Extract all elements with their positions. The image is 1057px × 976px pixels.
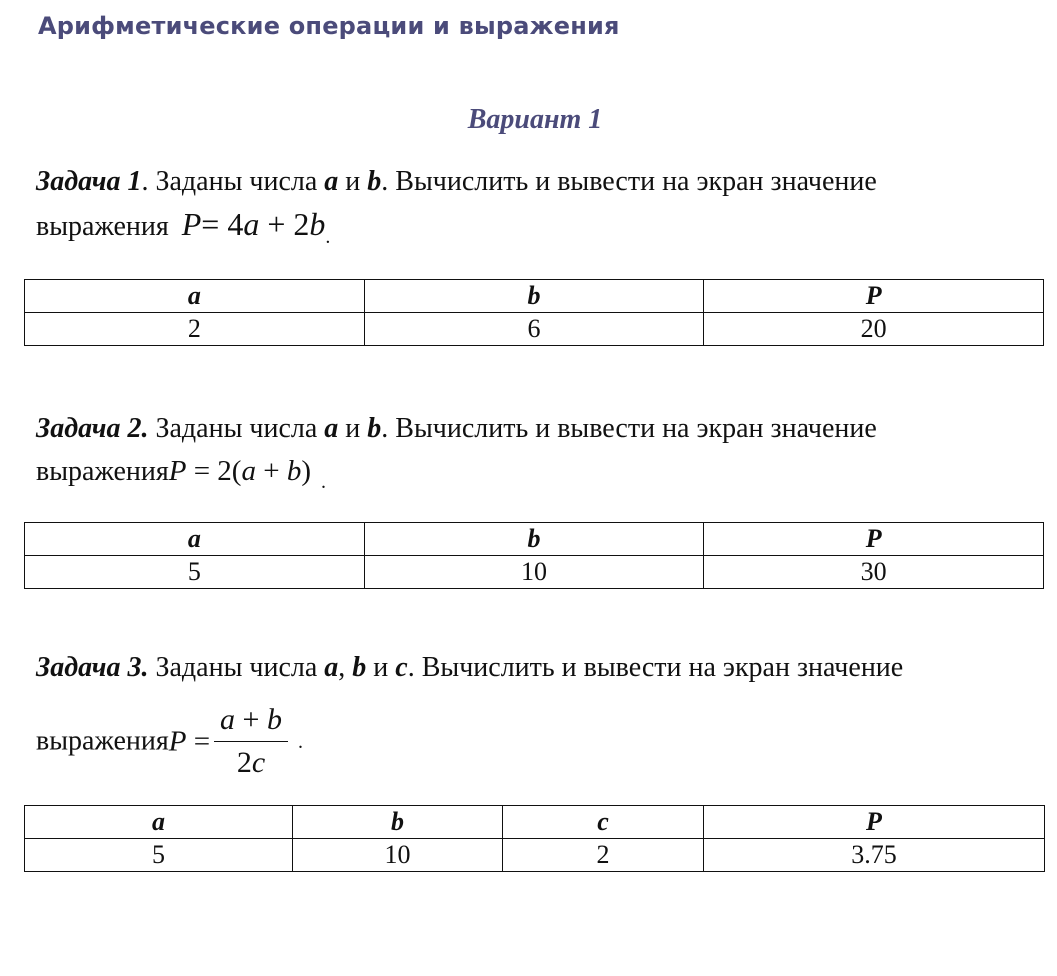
table-header-cell: b	[364, 280, 704, 313]
table-header-cell: b	[293, 806, 503, 839]
formula-var-b: b	[286, 455, 302, 487]
table-cell: 10	[364, 556, 704, 589]
formula-close: )	[301, 455, 311, 487]
page-title: Арифметические операции и выражения	[38, 12, 620, 40]
formula-lhs: P	[181, 206, 202, 242]
task-1-label: Задача 1	[36, 166, 142, 197]
fraction-numerator	[214, 703, 288, 742]
formula-plus: +	[255, 455, 287, 487]
task-2-text-end: . Вычислить и вывести на экран значение	[381, 413, 877, 444]
end-dot: .	[320, 471, 326, 493]
task-1-text-end: . Вычислить и вывести на экран значение	[381, 166, 877, 197]
num-var-a: a	[220, 703, 236, 737]
table-header-row	[25, 280, 1044, 313]
table-cell: 2	[503, 839, 704, 872]
den-two: 2	[236, 746, 252, 780]
formula-var-b: b	[309, 206, 326, 242]
formula-eq: =	[186, 725, 211, 758]
table-header-cell: P	[704, 523, 1044, 556]
task-2-table	[24, 522, 1044, 589]
table-cell: 3.75	[704, 839, 1045, 872]
variant-title: Вариант 1	[467, 104, 603, 135]
task-2-expression-line	[36, 455, 326, 493]
task-3-expression-line	[36, 700, 303, 782]
formula-lhs: P	[168, 725, 187, 758]
task-2-conj: и	[338, 413, 368, 444]
table-cell: 30	[704, 556, 1044, 589]
table-row	[25, 839, 1045, 872]
formula-eq: = 2(	[186, 455, 242, 487]
task-2-statement	[36, 413, 877, 445]
formula-var-a: a	[241, 455, 256, 487]
table-header-cell: P	[704, 280, 1044, 313]
task-3-text: Заданы числа	[148, 652, 325, 683]
task-1-expression-line	[36, 206, 331, 248]
table-row	[25, 556, 1044, 589]
task-1-conj: и	[338, 166, 368, 197]
task-2-text: Заданы числа	[148, 413, 325, 444]
task-3-comma: ,	[338, 652, 353, 683]
task-3-label: Задача 3.	[36, 652, 149, 683]
task-1-statement	[36, 166, 877, 198]
formula-lhs: P	[168, 455, 187, 487]
num-plus: +	[235, 703, 267, 737]
table-cell: 2	[25, 313, 365, 346]
den-var-c: c	[251, 746, 266, 780]
task-3-formula	[169, 726, 210, 758]
task-3-var-c: c	[395, 652, 408, 683]
task-1-expr-word: выражения	[36, 211, 169, 242]
table-cell: 20	[704, 313, 1044, 346]
table-header-cell: c	[503, 806, 704, 839]
table-header-row	[25, 523, 1044, 556]
task-1-table	[24, 279, 1044, 346]
task-1-formula	[182, 206, 326, 242]
task-2-var-b: b	[367, 413, 382, 444]
end-dot: .	[297, 730, 303, 753]
task-2-expr-word: выражения	[36, 456, 169, 487]
task-3-fraction	[214, 703, 288, 780]
task-3-expr-word: выражения	[36, 725, 169, 757]
task-2-formula	[169, 455, 311, 487]
task-1-var-b: b	[367, 166, 382, 197]
task-3-statement	[36, 652, 903, 684]
task-3-var-b: b	[352, 652, 367, 683]
table-header-cell: P	[704, 806, 1045, 839]
table-header-row	[25, 806, 1045, 839]
task-2-var-a: a	[324, 413, 339, 444]
task-3-table	[24, 805, 1045, 872]
task-3-conj: и	[366, 652, 396, 683]
formula-mid: + 2	[259, 206, 310, 242]
fraction-denominator	[214, 742, 288, 780]
task-1-var-a: a	[324, 166, 339, 197]
table-cell: 6	[364, 313, 704, 346]
task-1-label-punct: .	[141, 166, 149, 197]
task-3-var-a: a	[324, 652, 339, 683]
table-cell: 5	[25, 556, 365, 589]
end-dot: .	[325, 226, 331, 248]
table-header-cell: a	[25, 806, 293, 839]
task-2-label: Задача 2.	[36, 413, 149, 444]
table-cell: 10	[293, 839, 503, 872]
num-var-b: b	[266, 703, 282, 737]
formula-var-a: a	[243, 206, 260, 242]
task-3-text-end: . Вычислить и вывести на экран значение	[407, 652, 904, 683]
table-row	[25, 313, 1044, 346]
table-header-cell: a	[25, 280, 365, 313]
task-1-text: Заданы числа	[148, 166, 325, 197]
table-header-cell: b	[364, 523, 704, 556]
table-header-cell: a	[25, 523, 365, 556]
formula-eq: = 4	[201, 206, 244, 242]
table-cell: 5	[25, 839, 293, 872]
